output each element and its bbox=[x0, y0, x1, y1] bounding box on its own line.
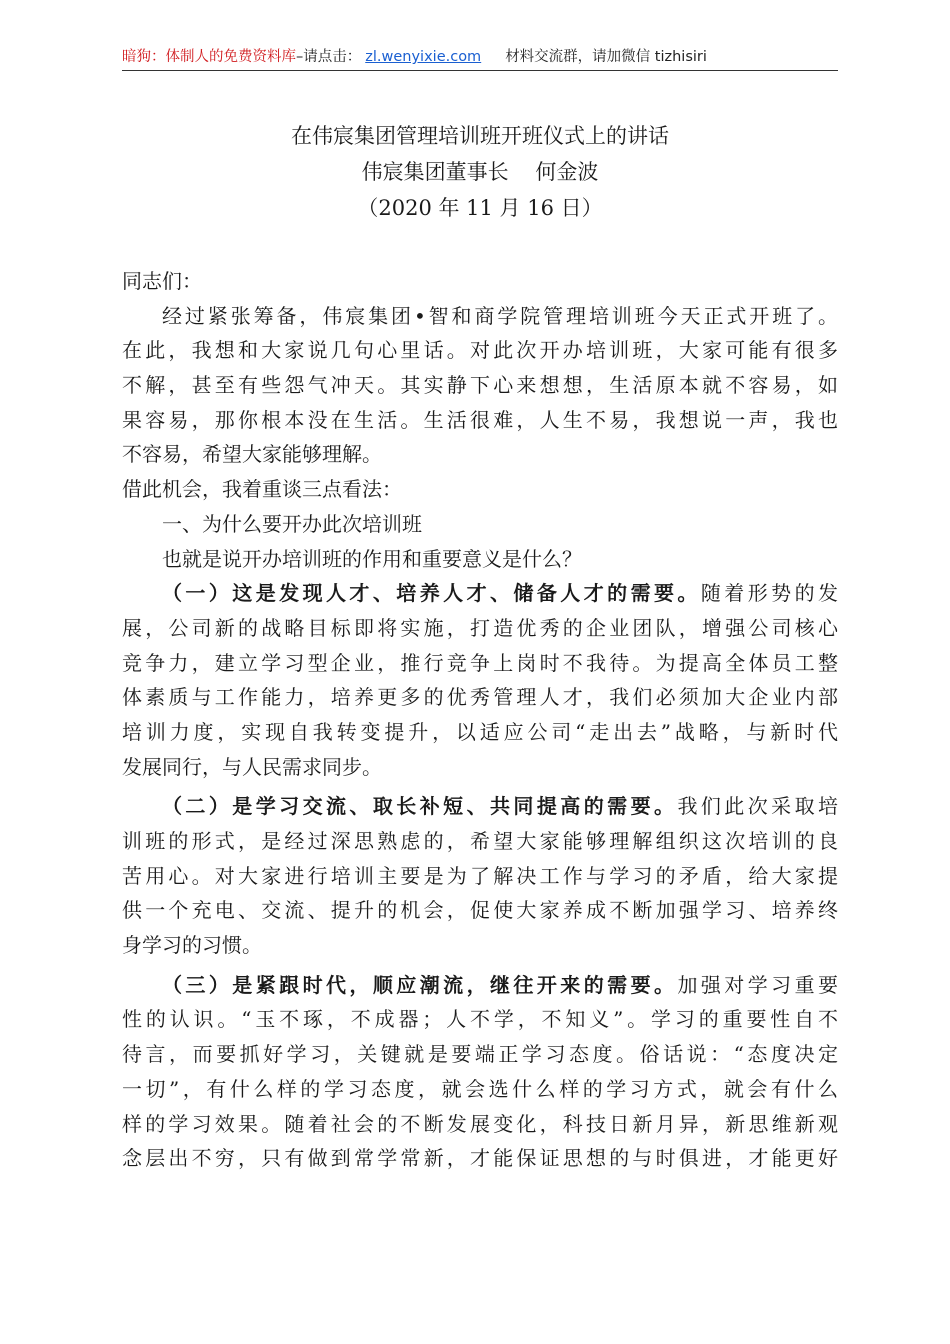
page-header bbox=[122, 46, 838, 71]
point-1-lead: （一）这是发现人才、培养人才、储备人才的需要。 bbox=[162, 581, 701, 606]
point-1-line: 体素质与工作能力，培养更多的优秀管理人才，我们必须加大企业内部 bbox=[122, 685, 838, 710]
point-2-line: 供一个充电、交流、提升的机会，促使大家养成不断加强学习、培养终 bbox=[122, 898, 838, 923]
intro-line: 在此，我想和大家说几句心里话。对此次开办培训班，大家可能有很多 bbox=[122, 338, 838, 363]
point-3-line: 念层出不穷，只有做到常学常新，才能保证思想的与时俱进，才能更好 bbox=[122, 1146, 838, 1171]
document-body bbox=[122, 264, 838, 1176]
point-1-line: 发展同行，与人民需求同步。 bbox=[122, 754, 382, 779]
point-1-line: 培训力度，实现自我转变提升，以适应公司“走出去”战略，与新时代 bbox=[122, 719, 838, 744]
speaker-line: 伟宸集团董事长 何金波 bbox=[361, 160, 599, 184]
point-2-first-rest: 我们此次采取培 bbox=[677, 794, 838, 819]
intro-line: 不容易，希望大家能够理解。 bbox=[122, 442, 382, 467]
point-1-first-rest: 随着形势的发 bbox=[700, 581, 838, 606]
document-title: 在伟宸集团管理培训班开班仪式上的讲话 bbox=[291, 124, 669, 148]
point-2-line: 身学习的习惯。 bbox=[122, 933, 262, 958]
intro-line: 果容易，那你根本没在生活。生活很难，人生不易，我想说一声，我也 bbox=[122, 407, 838, 432]
point-2-line: 苦用心。对大家进行培训主要是为了解决工作与学习的矛盾，给大家提 bbox=[122, 863, 838, 888]
point-1-line: 竞争力，建立学习型企业，推行竞争上岗时不我待。为提高全体员工整 bbox=[122, 650, 838, 675]
salutation: 同志们： bbox=[122, 269, 202, 293]
point-3-first-rest: 加强对学习重要 bbox=[677, 972, 838, 997]
point-2-line: 训班的形式，是经过深思熟虑的，希望大家能够理解组织这次培训的良 bbox=[122, 829, 838, 853]
point-2-lead: （二）是学习交流、取长补短、共同提高的需要。 bbox=[162, 794, 678, 819]
point-3-line: 样的学习效果。随着社会的不断发展变化，科技日新月异，新思维新观 bbox=[122, 1111, 838, 1136]
section-heading: 一、为什么要开办此次培训班 bbox=[162, 511, 422, 536]
point-1-first-line bbox=[122, 576, 838, 611]
title-block bbox=[122, 118, 838, 226]
header-brand: 暗狗：体制人的免费资料库 bbox=[122, 49, 296, 65]
section-question: 也就是说开办培训班的作用和重要意义是什么？ bbox=[162, 546, 582, 571]
point-3-lead: （三）是紧跟时代，顺应潮流，继往开来的需要。 bbox=[162, 972, 678, 997]
views-intro: 借此机会，我着重谈三点看法： bbox=[122, 477, 402, 502]
point-3-line: 待言，而要抓好学习，关键就是要端正学习态度。俗话说：“态度决定 bbox=[122, 1042, 838, 1067]
intro-line: 不解，甚至有些怨气冲天。其实静下心来想想，生活原本就不容易，如 bbox=[122, 373, 838, 398]
point-3-line: 一切”，有什么样的学习态度，就会选什么样的学习方式，就会有什么 bbox=[122, 1076, 838, 1101]
point-3-first-line bbox=[122, 968, 838, 1003]
date-line: （2020 年 11 月 16 日） bbox=[357, 196, 603, 220]
point-2-first-line bbox=[122, 789, 838, 824]
point-3-line: 性的认识。“玉不琢，不成器；人不学，不知义”。学习的重要性自不 bbox=[122, 1007, 838, 1032]
header-prompt: –请点击： bbox=[296, 49, 362, 65]
intro-line: 经过紧张筹备，伟宸集团•智和商学院管理培训班今天正式开班了。 bbox=[162, 303, 838, 328]
point-1-line: 展，公司新的战略目标即将实施，打造优秀的企业团队，增强公司核心 bbox=[122, 615, 838, 640]
header-group-info: 材料交流群，请加微信 tizhisiri bbox=[505, 49, 707, 65]
header-link[interactable]: zl.wenyixie.com bbox=[365, 49, 482, 65]
